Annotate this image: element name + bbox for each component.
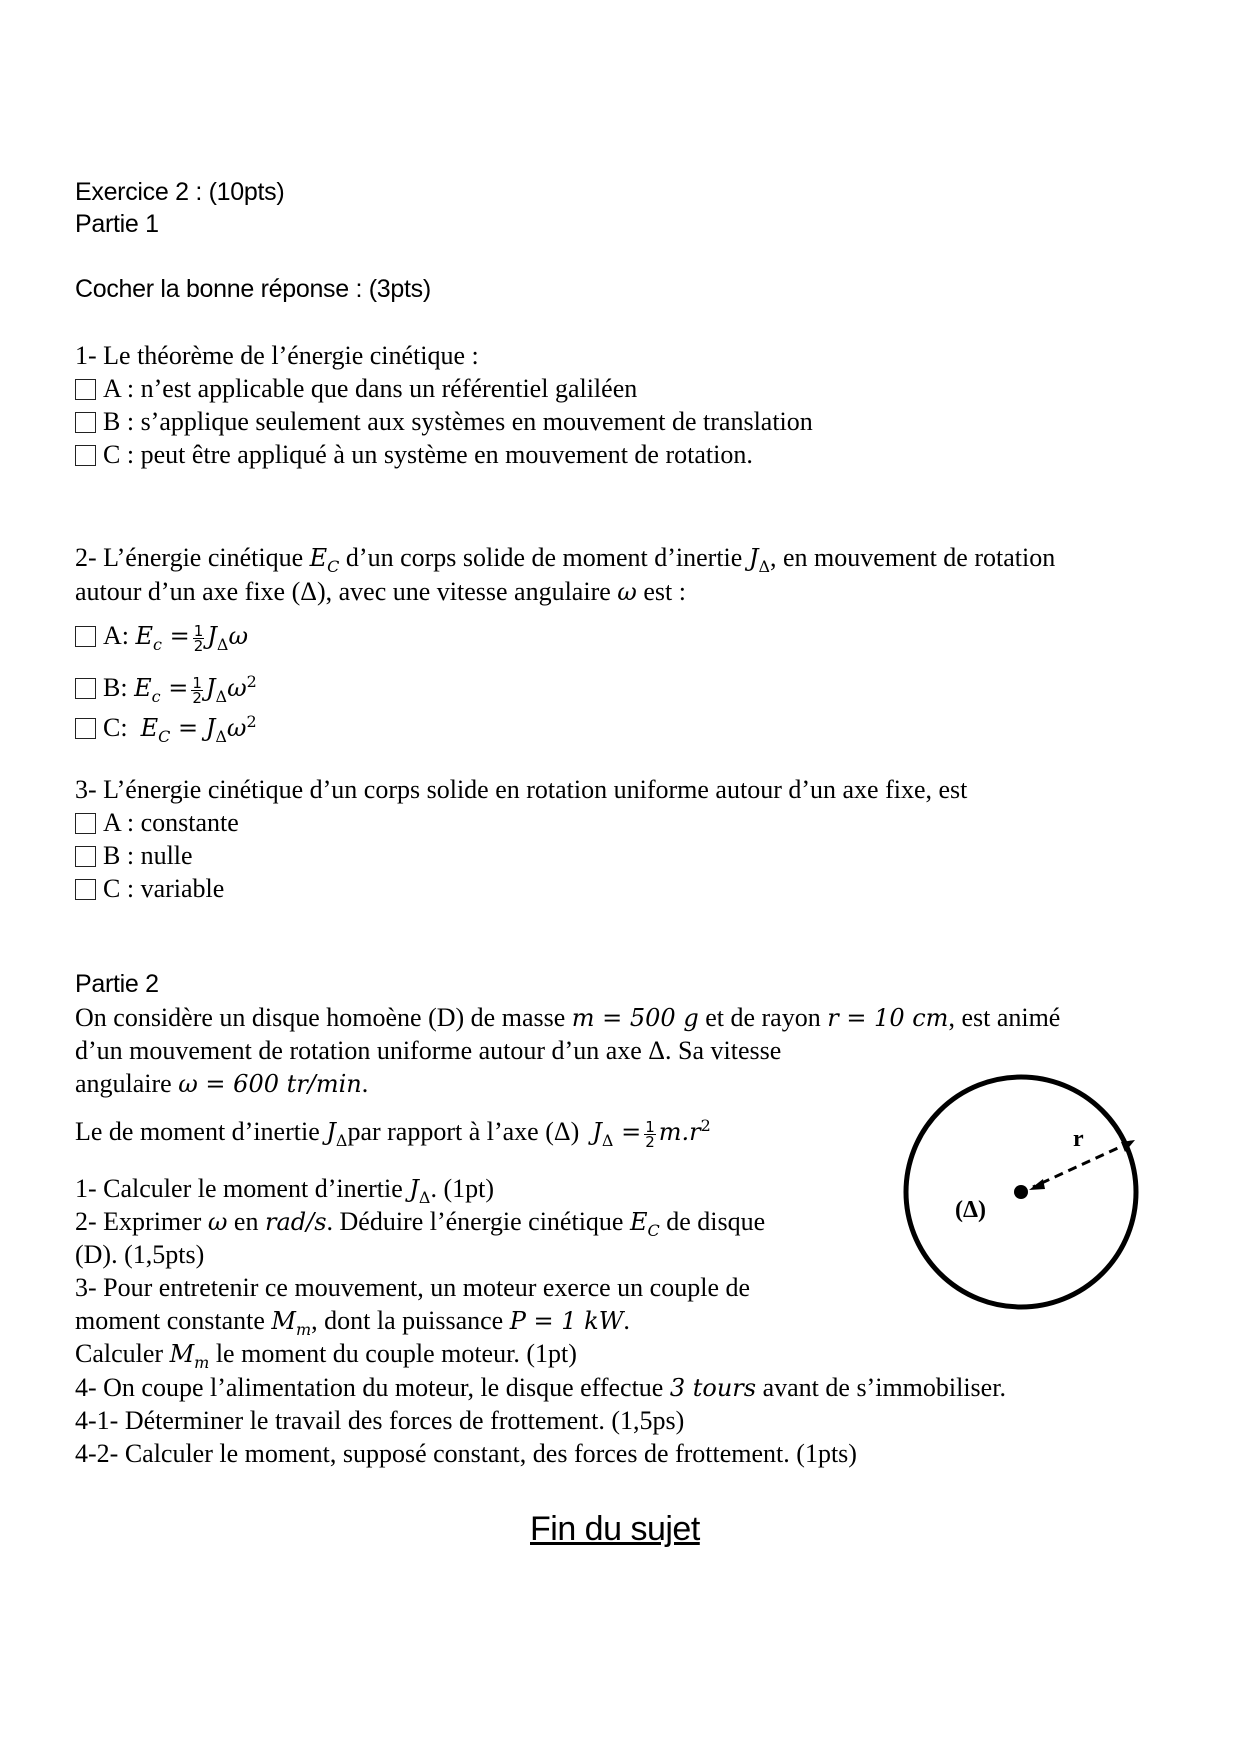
part2-q2-line1: 2- Exprimer ω en rad/s. Déduire l’énergie cinétique $E_C$ de disque: [75, 1207, 766, 1240]
q2-stem-line1: 2- L’énergie cinétique $E_C$ d’un corps solide de moment d’inertie $J_\Delta$, en mouvement de rotation: [75, 543, 1056, 576]
radius-label: r: [1073, 1126, 1084, 1152]
part2-line3: angulaire ω = 600 tr/min.: [75, 1069, 369, 1098]
part2-line1: On considère un disque homoène (D) de masse m = 500 g et de rayon r = 10 cm, est animé: [75, 1003, 1061, 1032]
checkbox[interactable]: [75, 718, 96, 739]
part2-q4-2: 4-2- Calculer le moment, supposé constant, des forces de frottement. (1pts): [75, 1439, 857, 1468]
checkbox[interactable]: [75, 813, 96, 834]
part2-q3-line2: moment constante $M_m$, dont la puissance P = 1 kW.: [75, 1306, 630, 1339]
q2-option-b[interactable]: B: $E_c$ = $\frac{1}{2}$ $J_\Delta\omega^2$: [75, 666, 257, 713]
q2-stem-line2: autour d’un axe fixe (Δ), avec une vitesse angulaire ω est :: [75, 577, 686, 606]
q1-option-a[interactable]: A : n’est applicable que dans un référentiel galiléen: [75, 373, 637, 405]
checkbox[interactable]: [75, 412, 96, 433]
fraction-half: $\frac{1}{2}$: [645, 1117, 655, 1151]
q3-option-b[interactable]: B : nulle: [75, 840, 193, 872]
part2-q3-line3: Calculer $M_m$ le moment du couple moteur. (1pt): [75, 1339, 577, 1372]
part2-q3-line1: 3- Pour entretenir ce mouvement, un moteur exerce un couple de: [75, 1273, 751, 1302]
exercise-title: Exercice 2 : (10pts): [75, 178, 285, 206]
checkbox[interactable]: [75, 678, 96, 699]
part2-q1: 1- Calculer le moment d’inertie $J_\Delta$. (1pt): [75, 1174, 495, 1207]
q3-stem: 3- L’énergie cinétique d’un corps solide en rotation uniforme autour d’un axe fixe, est: [75, 775, 968, 804]
checkbox[interactable]: [75, 846, 96, 867]
arrow-head-center: [1029, 1179, 1045, 1190]
disk-figure: [895, 1060, 1155, 1320]
axis-label: (Δ): [955, 1197, 987, 1223]
part2-q2-line2: (D). (1,5pts): [75, 1240, 205, 1269]
q1-option-b[interactable]: B : s’applique seulement aux systèmes en mouvement de translation: [75, 406, 813, 438]
part2-line2: d’un mouvement de rotation uniforme autour d’un axe Δ. Sa vitesse: [75, 1036, 782, 1065]
fraction-half: $\frac{1}{2}$: [192, 673, 202, 707]
q2-option-a[interactable]: A: $E_c$ = $\frac{1}{2}$ $J_\Delta\omega$: [75, 620, 248, 661]
q1-option-c[interactable]: C : peut être appliqué à un système en mouvement de rotation.: [75, 439, 753, 471]
q1-stem: 1- Le théorème de l’énergie cinétique :: [75, 341, 479, 370]
part2-q4-1: 4-1- Déterminer le travail des forces de frottement. (1,5ps): [75, 1406, 685, 1435]
checkbox[interactable]: [75, 379, 96, 400]
q3-option-c[interactable]: C : variable: [75, 873, 224, 905]
checkbox[interactable]: [75, 445, 96, 466]
q2-option-c[interactable]: C: $E_C = J_\Delta\omega^2$: [75, 706, 257, 753]
fraction-half: $\frac{1}{2}$: [193, 621, 204, 655]
q3-option-a[interactable]: A : constante: [75, 807, 239, 839]
part2-title: Partie 2: [75, 970, 159, 998]
part2-line4: Le de moment d’inertie $J_\Delta par$ rapport à l’axe (Δ) $J_\Delta$ = $\frac{1}{2}$ $m.r^2$: [75, 1116, 711, 1151]
disk-center: [1014, 1185, 1028, 1199]
part2-q4: 4- On coupe l’alimentation du moteur, le disque effectue 3 tours avant de s’immobiliser.: [75, 1373, 1006, 1402]
checkbox[interactable]: [75, 879, 96, 900]
checkbox[interactable]: [75, 626, 96, 647]
end-of-subject: Fin du sujet: [530, 1510, 700, 1548]
instruction: Cocher la bonne réponse : (3pts): [75, 275, 431, 303]
part1-title: Partie 1: [75, 210, 159, 238]
